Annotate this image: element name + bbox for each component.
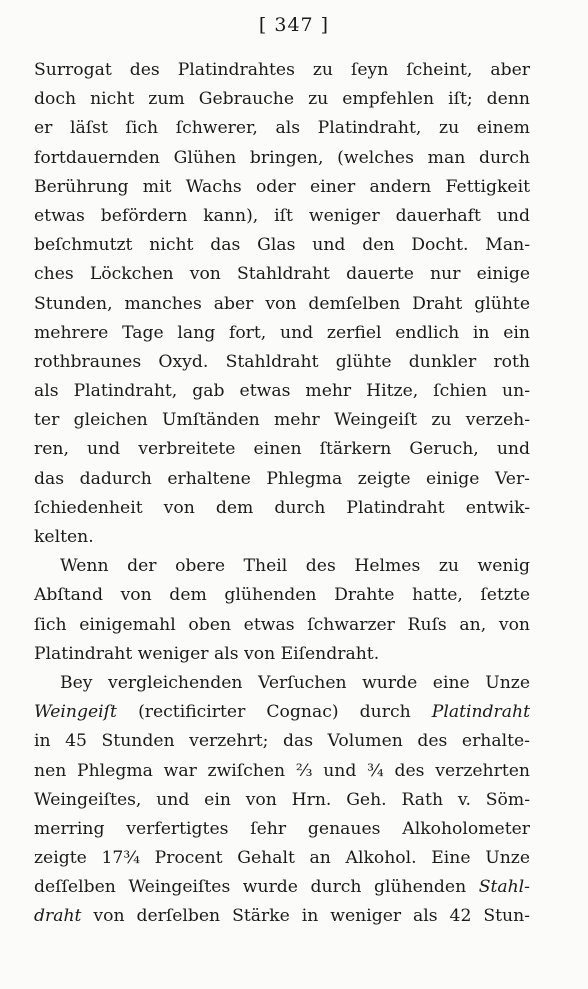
text-segment: in 45 Stunden verzehrt; das Volumen des erhalte- [34,731,530,752]
paragraph-first-line [34,669,530,698]
text-line [34,640,530,669]
text-line [34,902,530,931]
text-line [34,698,530,727]
text-segment: Platindraht weniger als von Eiſendraht. [34,643,380,664]
text-line [34,290,530,319]
text-segment: Abſtand von dem glühenden Drahte hatte, ſetzte [34,585,530,606]
text-segment: ſich einigemahl oben etwas ſchwarzer Ruſs an, von [34,614,530,635]
text-line [34,815,530,844]
text-segment: nen Phlegma war zwiſchen ⅔ und ¾ des verzehrten [34,760,530,781]
text-segment: er läſst ſich ſchwerer, als Platindraht, zu einem [34,118,530,139]
paragraph-first-line [34,552,530,581]
text-line [34,114,530,143]
page-number: [ 347 ] [258,14,330,36]
text-segment: ches Löckchen von Stahldraht dauerte nur einige [34,264,530,285]
italic-text: Weingeiſt [34,702,117,723]
text-segment: als Platindraht, gab etwas mehr Hitze, ſchien un- [34,381,530,402]
text-line [34,406,530,435]
text-segment: mehrere Tage lang fort, und zerfiel endlich in ein [34,322,530,343]
italic-text: Stahl- [478,877,530,898]
text-segment: Bey vergleichenden Verſuchen wurde eine Unze [60,672,530,693]
text-segment: ſchiedenheit von dem durch Platindraht entwik- [34,497,530,518]
text-line [34,144,530,173]
text-line [34,435,530,464]
text-line [34,494,530,523]
text-segment: Weingeiſtes, und ein von Hrn. Geh. Rath v. Söm- [34,789,530,810]
text-line [34,873,530,902]
text-segment: (rectificirter Cognac) durch [116,702,432,723]
text-line [34,465,530,494]
text-segment: Surrogat des Platindrahtes zu ſeyn ſcheint, aber [34,60,530,80]
text-segment: Wenn der obere Theil des Helmes zu wenig [60,556,530,577]
text-segment: beſchmutzt nicht das Glas und den Docht. Man- [34,235,530,256]
text-segment: ren, und verbreitete einen ſtärkern Geruch, und [34,439,530,460]
text-segment: zeigte 17¾ Procent Gehalt an Alkohol. Eine Unze [34,848,530,869]
italic-text: draht [34,906,82,927]
text-line [34,523,530,552]
text-line [34,173,530,202]
text-line [34,231,530,260]
text-line [34,377,530,406]
text-line [34,844,530,873]
text-line [34,757,530,786]
body-text [34,56,530,932]
text-line [34,260,530,289]
text-segment: das dadurch erhaltene Phlegma zeigte einige Ver- [34,468,530,489]
text-segment: deſſelben Weingeiſtes wurde durch glühenden [34,877,479,898]
italic-text: Platindraht [431,702,530,723]
text-line [34,581,530,610]
text-line [34,56,530,85]
text-segment: etwas befördern kann), iſt weniger dauerhaft und [34,205,530,226]
text-segment: merring verfertigtes ſehr genaues Alkoholometer [34,818,530,839]
text-segment: fortdauernden Glühen bringen, (welches man durch [34,147,530,168]
text-segment: Berührung mit Wachs oder einer andern Fettigkeit [34,176,530,197]
text-line [34,727,530,756]
text-line [34,348,530,377]
text-line [34,611,530,640]
text-segment: rothbraunes Oxyd. Stahldraht glühte dunkler roth [34,351,530,372]
text-line [34,202,530,231]
text-segment: kelten. [34,527,94,547]
text-segment: doch nicht zum Gebrauche zu empfehlen iſt; denn [34,89,530,110]
text-segment: von derſelben Stärke in weniger als 42 Stun- [81,906,530,927]
text-segment: ter gleichen Umſtänden mehr Weingeiſt zu verzeh- [34,410,530,431]
text-line [34,786,530,815]
text-segment: Stunden, manches aber von demſelben Draht glühte [34,293,530,314]
text-line [34,85,530,114]
text-line [34,319,530,348]
